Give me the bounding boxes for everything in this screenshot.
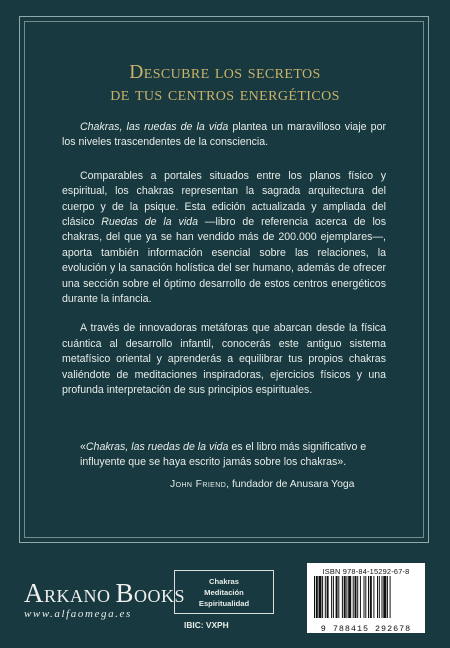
paragraph-description [62,169,386,308]
paragraph-intro [62,120,386,151]
isbn-label: ISBN 978-84-15292-67-8 [322,567,410,576]
logo-ooks: OOKS [134,586,186,606]
headline-line-2: de tus centros energéticos [110,84,340,105]
barcode-bar [368,576,369,618]
publisher-logo-text [24,578,186,609]
barcode-bar [379,576,380,618]
barcode-bar [338,576,339,618]
ibic-code: IBIC: VXPH [184,620,229,630]
barcode-bar [342,576,343,618]
barcode-box [307,563,425,633]
barcode-bar [344,576,346,618]
quote-text [80,440,386,471]
back-cover-text [62,120,386,413]
category-item: Chakras [209,577,239,586]
barcode-bar [383,576,386,618]
quote-rest: es el libro más significativo e influyente que se haya escrito jamás sobre los chakras». [80,441,367,469]
barcode-bar [377,576,378,618]
paragraph-intro-rest: plantea un maravilloso viaje por los niveles trascendentes de la consciencia. [62,121,386,149]
book-title-italic: Chakras, las ruedas de la vida [80,121,229,133]
barcode-bar [355,576,357,618]
logo-letter-b: B [115,578,135,608]
barcode-bar [382,576,383,618]
barcode-bar [360,576,361,618]
barcode-digits: 9 788415 292678 [320,624,412,634]
barcode-bar [387,576,388,618]
quote-attribution [80,477,386,492]
quote-open-mark: « [80,441,86,453]
paragraph-methods: A través de innovadoras metáforas que abarcan desde la física cuántica al desarrollo infantil, conocerás este antiguo sistema metafísico oriental y aprenderás a equilibrar tus propios chakras valiéndote de meditaciones inspiradoras, ejercicios físicos y una profunda interpretación de sus principios espirituales. [62,322,386,397]
barcode-bar [325,576,326,618]
publisher-url: www.alfaomega.es [24,608,132,620]
barcode-bar [373,576,374,618]
barcode-bar [327,576,329,618]
quote-book-title: Chakras, las ruedas de la vida [85,441,229,453]
barcode-bar [322,576,323,618]
logo-rkano: RKANO [44,586,116,606]
category-item: Meditación [204,588,244,597]
barcode-graphic [312,576,420,618]
barcode-bar [353,576,354,618]
barcode-bar [364,576,365,618]
headline-line-1: Descubre los secretos [129,62,321,83]
barcode-bar [365,576,366,618]
barcode-bar [331,576,332,618]
barcode-bar [336,576,338,618]
barcode-bar [357,576,358,618]
barcode-bar [348,576,351,618]
barcode-bar [314,576,315,618]
logo-letter-a: A [24,578,44,608]
paragraph-description-part2: —libro de referencia acerca de los chakras, del que ya se han vendido más de 200.000 ejemplares—, aporta también información esencial sobre las relaciones, la evolución y la sanación holística del ser humano, además de ofrecer una sección sobre el óptimo desarrollo de estos centros energéticos durante la infancia. [62,216,386,306]
paragraph-description-part1: Comparables a portales situados entre los planos físico y espiritual, los chakras representan la sagrada arquitectura del cuerpo y de la psique. Esta edición actualizada y ampliada del clásico [62,169,386,229]
classic-title-italic: Ruedas de la vida [101,216,198,229]
barcode-bar [390,576,391,618]
barcode-bar [319,576,322,618]
barcode-bar [316,576,318,618]
category-item: Espiritualidad [198,599,250,608]
testimonial-quote [80,440,386,492]
barcode-bar [370,576,372,618]
headline [30,62,420,106]
quote-author: John Friend [170,478,227,490]
category-box [174,570,274,614]
quote-author-role: , fundador de Anusara Yoga [226,478,355,490]
publisher-logo [24,578,186,620]
barcode-bar [346,576,347,618]
barcode-bar [333,576,334,618]
